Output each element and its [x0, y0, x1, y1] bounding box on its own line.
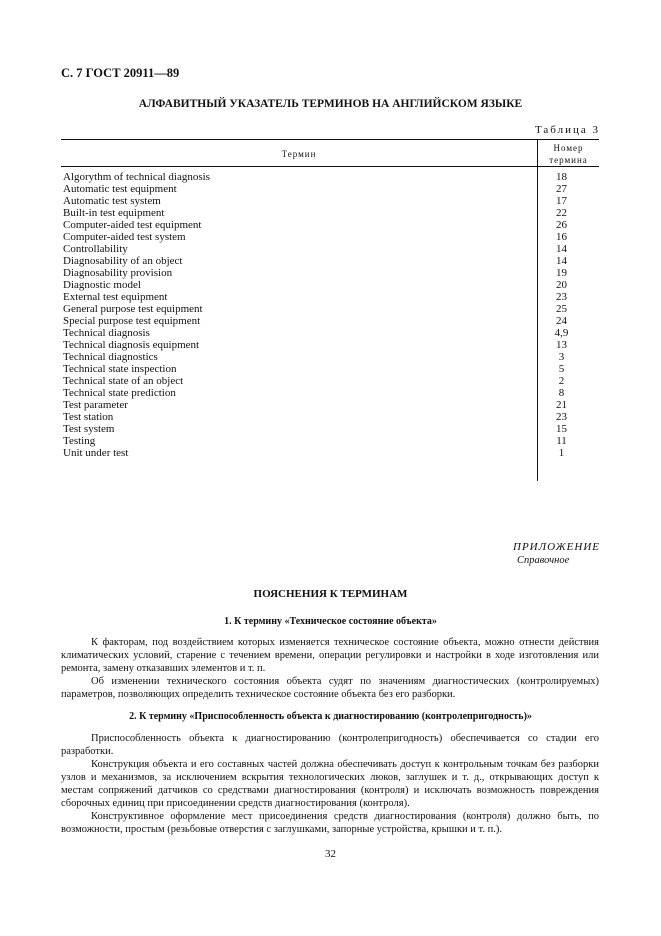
term-number-cell: 19: [556, 267, 567, 279]
term-number-cell: 27: [556, 183, 567, 195]
term-cell: Technical state of an object: [63, 375, 184, 387]
term-cell: General purpose test equipment: [63, 303, 203, 315]
table-row: [63, 435, 599, 447]
term-number-cell: 20: [556, 279, 567, 291]
term-number-cell: 15: [556, 423, 567, 435]
term-cell: Test system: [63, 423, 115, 435]
table-row: [63, 315, 599, 327]
term-number-cell: 22: [556, 207, 567, 219]
term-number-cell: 23: [556, 411, 567, 423]
term-cell: Built-in test equipment: [63, 207, 165, 219]
term-cell: Technical state inspection: [63, 363, 177, 375]
term-number-cell: 21: [556, 399, 567, 411]
term-number-cell: 23: [556, 291, 567, 303]
section1-text: [61, 636, 599, 701]
term-cell: Test station: [63, 411, 114, 423]
table-row: [63, 447, 599, 459]
term-cell: Test parameter: [63, 399, 128, 411]
term-cell: Computer-aided test equipment: [63, 219, 202, 231]
table-row: [63, 231, 599, 243]
table-row: [63, 207, 599, 219]
paragraph: Конструктивное оформление мест присоединения средств диагностирования (контроля) должно быть, по возможности, простым (резьбовые отверстия с заглушками, запорные устройства, крышки и т. п.).: [61, 811, 599, 835]
term-cell: Automatic test equipment: [63, 183, 177, 195]
term-number-cell: 3: [558, 351, 565, 363]
table-top-rule: [61, 139, 599, 140]
table-row: [63, 171, 599, 183]
table-row: [63, 351, 599, 363]
section2-text: [61, 732, 599, 836]
table-row: [63, 243, 599, 255]
column-header-term: Термин: [281, 149, 317, 159]
table-row: [63, 279, 599, 291]
table-row: [63, 399, 599, 411]
page-number: 32: [325, 848, 336, 860]
term-cell: Diagnosability of an object: [63, 255, 183, 267]
term-cell: Technical state prediction: [63, 387, 176, 399]
table-row: [63, 387, 599, 399]
term-number-cell: 1: [558, 447, 565, 459]
page-header: С. 7 ГОСТ 20911—89: [61, 66, 180, 80]
term-number-cell: 25: [556, 303, 567, 315]
section2-title: 2. К термину «Приспособленность объекта к диагностированию (контролепригодность)»: [129, 711, 532, 722]
paragraph: Об изменении технического состояния объекта судят по значениям диагностических (контролируемых) параметров, позволяющих определить техническое состояние объекта без его разборки.: [61, 676, 599, 700]
term-number-cell: 4,9: [554, 327, 569, 339]
term-cell: Automatic test system: [63, 195, 161, 207]
term-cell: Unit under test: [63, 447, 129, 459]
terms-table-body: [63, 171, 599, 459]
term-cell: External test equipment: [63, 291, 168, 303]
table-row: [63, 411, 599, 423]
table-row: [63, 327, 599, 339]
table-number: Таблица 3: [534, 124, 600, 136]
term-cell: Controllability: [63, 243, 128, 255]
table-header-rule: [61, 166, 599, 167]
paragraph: К факторам, под воздействием которых изменяется техническое состояние объекта, можно отнести действия климатических условий, старение с течением времени, операции регулировки и настройки в ходе изготовления или ремонта, замену отказавших элементов и т. п.: [61, 637, 599, 674]
term-number-cell: 8: [558, 387, 565, 399]
term-number-cell: 26: [556, 219, 567, 231]
term-number-cell: 13: [556, 339, 567, 351]
table-row: [63, 183, 599, 195]
table-row: [63, 291, 599, 303]
appendix-label: ПРИЛОЖЕНИЕ: [513, 541, 600, 553]
table-row: [63, 339, 599, 351]
term-cell: Special purpose test equipment: [63, 315, 201, 327]
table-row: [63, 219, 599, 231]
term-number-cell: 24: [556, 315, 567, 327]
term-cell: Diagnostic model: [63, 279, 141, 291]
term-cell: Technical diagnosis: [63, 327, 150, 339]
term-cell: Diagnosability provision: [63, 267, 173, 279]
term-cell: Testing: [63, 435, 96, 447]
explanations-title: ПОЯСНЕНИЯ К ТЕРМИНАМ: [253, 588, 408, 600]
table-row: [63, 423, 599, 435]
table-row: [63, 255, 599, 267]
column-header-number: Номер термина: [549, 143, 588, 165]
paragraph: Конструкция объекта и его составных частей должна обеспечивать доступ к контрольным точкам без разборки узлов и механизмов, за исключением вскрытия технологических люков, заглушек и т. д., открывающих доступ к местам сопряжений датчиков со средствами диагностирования (контроля) и исключать возможность повреждения сборочных единиц при присоединении средств диагностирования (контроля).: [61, 759, 599, 809]
section1-title: 1. К термину «Техническое состояние объекта»: [224, 616, 437, 627]
term-number-cell: 14: [556, 243, 567, 255]
term-number-cell: 5: [558, 363, 565, 375]
term-number-cell: 16: [556, 231, 567, 243]
term-cell: Computer-aided test system: [63, 231, 186, 243]
table-row: [63, 375, 599, 387]
term-number-cell: 11: [556, 435, 567, 447]
term-number-cell: 17: [556, 195, 567, 207]
index-title: АЛФАВИТНЫЙ УКАЗАТЕЛЬ ТЕРМИНОВ НА АНГЛИЙСКОМ ЯЗЫКЕ: [138, 98, 523, 110]
table-row: [63, 363, 599, 375]
table-row: [63, 267, 599, 279]
term-number-cell: 2: [558, 375, 565, 387]
table-row: [63, 195, 599, 207]
term-cell: Technical diagnosis equipment: [63, 339, 200, 351]
term-number-cell: 18: [556, 171, 567, 183]
term-cell: Algorythm of technical diagnosis: [63, 171, 210, 183]
appendix-subtitle: Справочное: [517, 555, 570, 566]
term-cell: Technical diagnostics: [63, 351, 158, 363]
term-number-cell: 14: [556, 255, 567, 267]
table-row: [63, 303, 599, 315]
paragraph: Приспособленность объекта к диагностированию (контролепригодность) обеспечивается со стадии его разработки.: [61, 733, 599, 757]
